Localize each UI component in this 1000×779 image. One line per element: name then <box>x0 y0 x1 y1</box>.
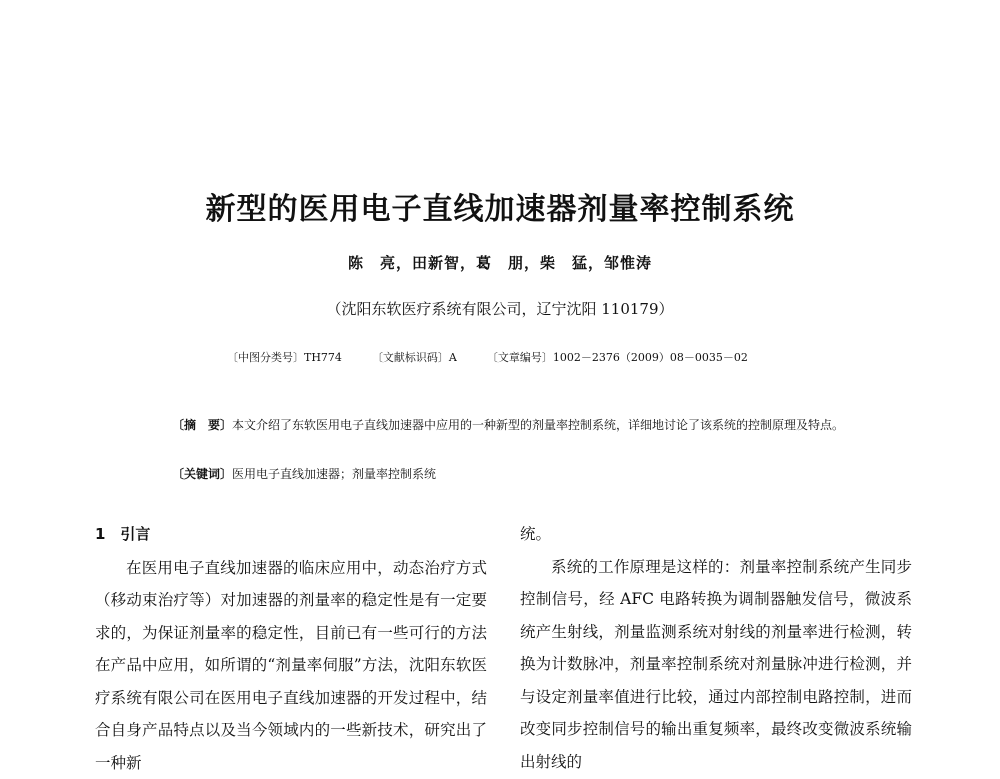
continued-text: 统。 <box>520 518 912 551</box>
document-code: 〔文献标识码〕A <box>372 349 457 365</box>
paper-title: 新型的医用电子直线加速器剂量率控制系统 <box>0 184 1000 228</box>
abstract <box>140 410 880 440</box>
abstract-text: 本文介绍了东软医用电子直线加速器中应用的一种新型的剂量率控制系统，详细地讨论了该系统的控制原理及特点。 <box>232 418 844 432</box>
keywords <box>172 465 872 482</box>
principle-paragraph: 系统的工作原理是这样的：剂量率控制系统产生同步控制信号，经 AFC 电路转换为调制器触发信号，微波系统产生射线，剂量监测系统对射线的剂量率进行检测，转换为计数脉冲，剂量率控制系统对剂量脉冲进行检测，并与设定剂量率值进行比较，通过内部控制电路控制，进而改变同步控制信号的输出重复频率，最终改变微波系统输出射线的 <box>520 551 912 779</box>
affiliation: （沈阳东软医疗系统有限公司，辽宁沈阳 110179） <box>0 298 1000 319</box>
article-number: 〔文章编号〕1002－2376（2009）08－0035－02 <box>487 349 748 365</box>
clc-number: 〔中图分类号〕TH774 <box>227 349 342 365</box>
authors: 陈 亮，田新智，葛 朋，柴 猛，邹惟涛 <box>0 252 1000 273</box>
right-column <box>520 518 912 778</box>
intro-paragraph: 在医用电子直线加速器的临床应用中，动态治疗方式（移动束治疗等）对加速器的剂量率的稳定性是有一定要求的，为保证剂量率的稳定性，目前已有一些可行的方法在产品中应用，如所谓的“剂量率伺服”方法，沈阳东软医疗系统有限公司在医用电子直线加速器的开发过程中，结合自身产品特点以及当今领域内的一些新技术，研究出了一种新 <box>95 552 487 779</box>
left-column <box>95 518 487 779</box>
abstract-label: 〔摘 要〕 <box>172 418 232 432</box>
keywords-label: 〔关键词〕 <box>172 467 232 481</box>
section-heading: 1 引言 <box>95 518 487 551</box>
keywords-text: 医用电子直线加速器；剂量率控制系统 <box>232 467 436 481</box>
classification-line <box>227 349 787 365</box>
